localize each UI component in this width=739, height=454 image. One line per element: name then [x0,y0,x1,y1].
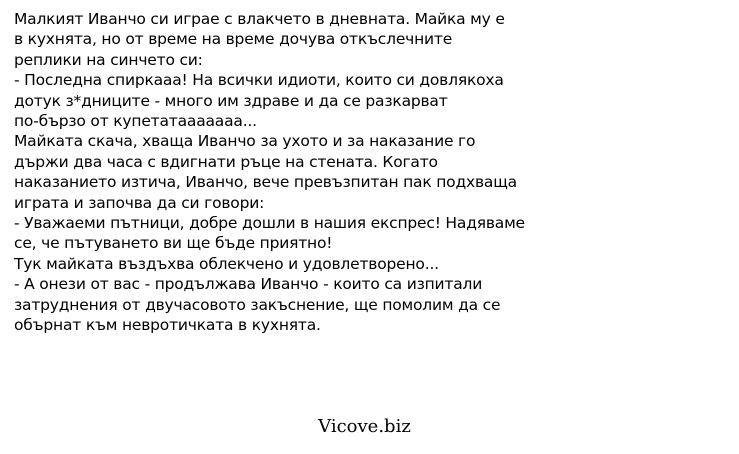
joke-line: наказанието изтича, Иванчо, вече превъзпитан пак подхваща [14,173,517,192]
joke-line: реплики на синчето си: [14,50,203,69]
joke-line: обърнат към невротичката в кухнята. [14,316,321,335]
site-watermark: Vicove.biz [318,416,411,437]
joke-line: в кухнята, но от време на време дочува откъслечните [14,30,453,49]
joke-line: - Уважаеми пътници, добре дошли в нашия експрес! Надяваме [14,214,525,233]
joke-line: играта и започва да си говори: [14,193,265,212]
joke-line: по-бързо от купетатааааааа... [14,112,257,131]
joke-line: Тук майката въздъхва облекчено и удовлетворено... [14,254,439,273]
joke-line: се, че пътуването ви ще бъде приятно! [14,234,333,253]
joke-line: - Последна спиркааа! На всички идиоти, които си довлякоха [14,71,504,90]
joke-text [14,9,729,336]
joke-line: - А онези от вас - продължава Иванчо - които са изпитали [14,275,483,294]
joke-line: държи два часа с вдигнати ръце на стената. Когато [14,152,438,171]
joke-line: затруднения от двучасовото закъснение, ще помолим да се [14,295,501,314]
joke-line: дотук з*дниците - много им здраве и да се разкарват [14,91,448,110]
joke-line: Малкият Иванчо си играе с влакчето в дневната. Майка му е [14,10,505,28]
joke-line: Майката скача, хваща Иванчо за ухото и за наказание го [14,132,476,151]
